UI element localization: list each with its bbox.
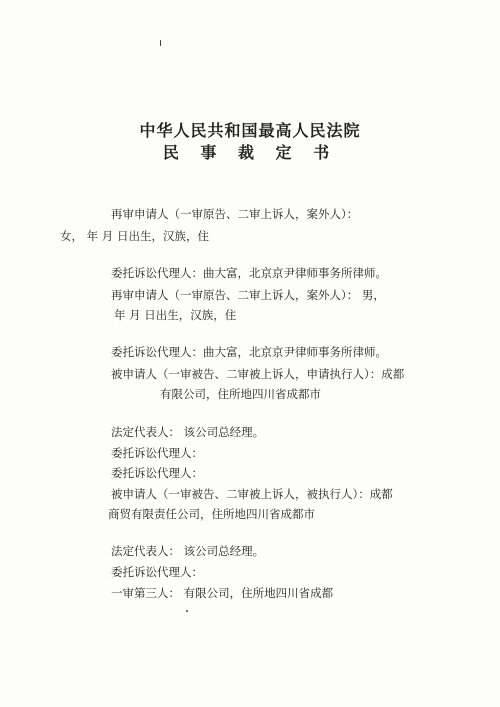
applicant-2-details: 年 月 日出生，汉族，住: [114, 308, 237, 322]
respondent-2-address: 商贸有限责任公司，住所地四川省成都市: [108, 507, 315, 521]
applicant-2-role: 再审申请人（一审原告、二审上诉人，案外人）： 男，: [111, 288, 385, 302]
respondent-1-address: 有限公司，住所地四川省成都市: [160, 387, 321, 401]
applicant-1-role: 再审申请人（一审原告、二审上诉人，案外人）：: [111, 207, 359, 221]
respondent-2-role: 被申请人（一审被告、二审被上诉人，被执行人）：成都: [111, 487, 393, 501]
respondent-1-role: 被申请人（一审被告、二审被上诉人，申请执行人）：成都: [111, 367, 405, 381]
respondent-2-agent: 委托诉讼代理人：: [111, 565, 203, 579]
respondent-2-legal-rep: 法定代表人： 该公司总经理。: [111, 544, 265, 558]
respondent-1-agent-a: 委托诉讼代理人：: [111, 446, 203, 460]
respondent-1-legal-rep: 法定代表人： 该公司总经理。: [111, 425, 265, 439]
court-name: 中华人民共和国最高人民法院: [139, 121, 361, 140]
scan-dot: [186, 610, 188, 612]
document-type: 民 事 裁 定 书: [162, 143, 338, 162]
applicant-2-agent: 委托诉讼代理人：曲大富，北京京尹律师事务所律师。: [111, 345, 387, 359]
applicant-1-details: 女， 年 月 日出生，汉族，住: [60, 229, 209, 243]
applicant-1-agent: 委托诉讼代理人：曲大富，北京京尹律师事务所律师。: [111, 266, 387, 280]
respondent-1-agent-b: 委托诉讼代理人：: [111, 466, 203, 480]
scan-mark: [160, 40, 161, 46]
third-party-role: 一审第三人： 有限公司，住所地四川省成都: [111, 586, 334, 600]
